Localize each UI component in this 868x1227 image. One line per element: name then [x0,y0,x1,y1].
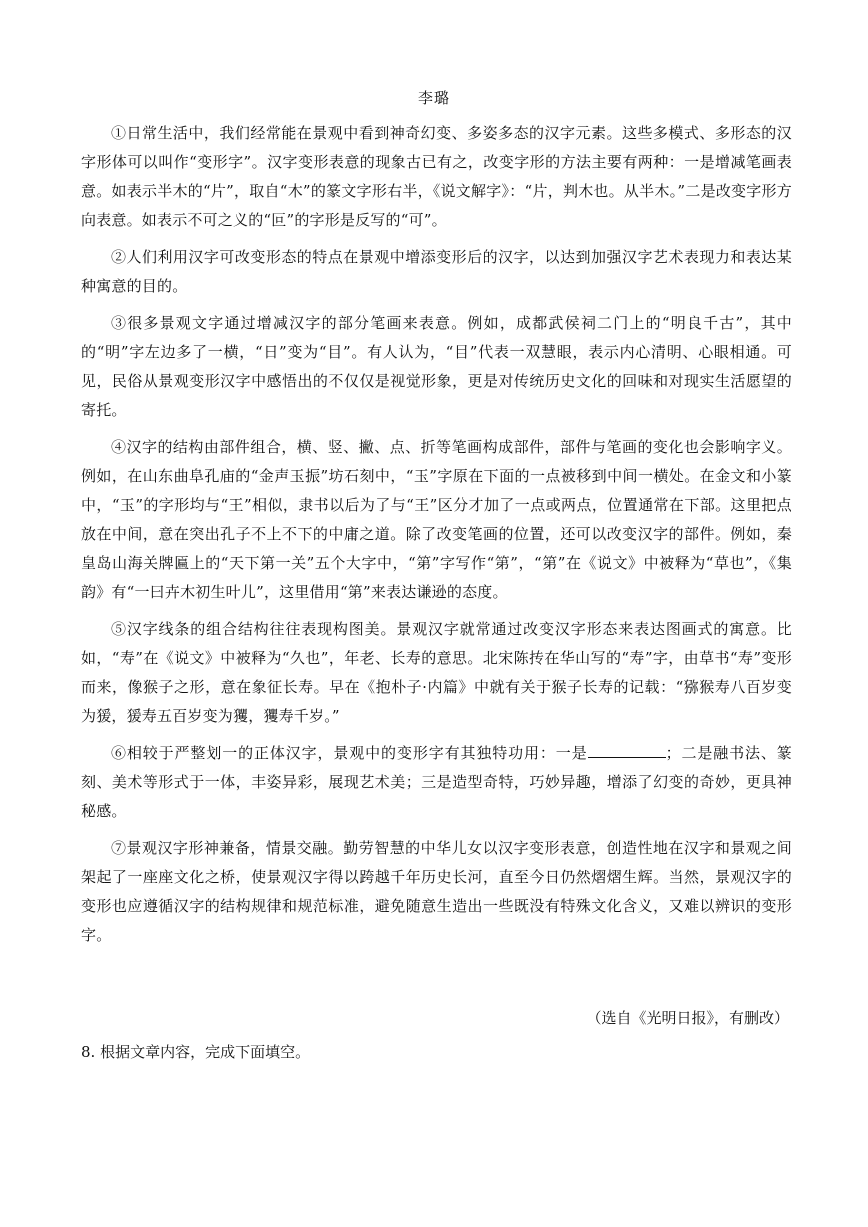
paragraph-6-text-before: ⑥相较于严整划一的正体汉字，景观中的变形字有其独特功用：一是 [111,744,588,762]
paragraph-3: ③很多景观文字通过增减汉字的部分笔画来表意。例如，成都武侯祠二门上的“明良千古”，其中的“明”字左边多了一横，“日”变为“目”。有人认为，“目”代表一双慧眼，表示内心清明、心眼相通。可见，民俗从景观变形汉字中感悟出的不仅仅是视觉形象，更是对传统历史文化的回味和对现实生活愿望的寄托。 [81,314,792,419]
paragraph-1: ①日常生活中，我们经常能在景观中看到神奇幻变、多姿多态的汉字元素。这些多模式、多形态的汉字形体可以叫作“变形字”。汉字变形表意的现象古已有之，改变字形的方法主要有两种：一是增减笔画表意。如表示半木的“片”，取自“木”的篆文字形右半，《说文解字》：“片，判木也。从半木。”二是改变字形方向表意。如表示不可之义的“叵”的字形是反写的“可”。 [81,124,792,229]
question-prompt: 8. 根据文章内容，完成下面填空。 [81,1043,311,1061]
paragraph-5: ⑤汉字线条的组合结构往往表现构图美。景观汉字就常通过改变汉字形态来表达图画式的寓意。比如，“寿”在《说文》中被释为“久也”，年老、长寿的意思。北宋陈抟在华山写的“寿”字，由草书“寿”变形而来，像猴子之形，意在象征长寿。早在《抱朴子·内篇》中就有关于猴子长寿的记载：“猕猴寿八百岁变为猨，猨寿五百岁变为玃，玃寿千岁。” [81,620,792,725]
paragraph-6 [81,739,792,826]
source-citation: （选自《光明日报》，有删改） [586,1009,789,1027]
paragraph-6-text-after: ；二是融书法、篆刻、美术等形式于一体，丰姿异彩，展现艺术美；三是造型奇特，巧妙异趣，增添了幻变的奇妙，更具神秘感。 [81,744,792,820]
paragraph-2: ②人们利用汉字可改变形态的特点在景观中增添变形后的汉字，以达到加强汉字艺术表现力和表达某种寓意的目的。 [81,248,792,295]
fill-in-blank [588,741,666,758]
article-body [81,119,792,958]
paragraph-4: ④汉字的结构由部件组合，横、竖、撇、点、折等笔画构成部件，部件与笔画的变化也会影响字义。例如，在山东曲阜孔庙的“金声玉振”坊石刻中，“玉”字原在下面的一点被移到中间一横处。在金文和小篆中，“玉”的字形均与“王”相似，隶书以后为了与“王”区分才加了一点或两点，位置通常在下部。这里把点放在中间，意在突出孔子不上不下的中庸之道。除了改变笔画的位置，还可以改变汉字的部件。例如，秦皇岛山海关牌匾上的“天下第一关”五个大字中，“第”字写作“第”，“第”在《说文》中被释为“草也”，《集韵》有“一曰卉木初生叶儿”，这里借用“第”来表达谦逊的态度。 [81,438,792,601]
paragraph-7: ⑦景观汉字形神兼备，情景交融。勤劳智慧的中华儿女以汉字变形表意，创造性地在汉字和景观之间架起了一座座文化之桥，使景观汉字得以跨越千年历史长河，直至今日仍然熠熠生辉。当然，景观汉字的变形也应遵循汉字的结构规律和规范标准，避免随意生造出一些既没有特殊文化含义，又难以辨识的变形字。 [81,839,792,944]
author-name: 李璐 [417,89,450,107]
